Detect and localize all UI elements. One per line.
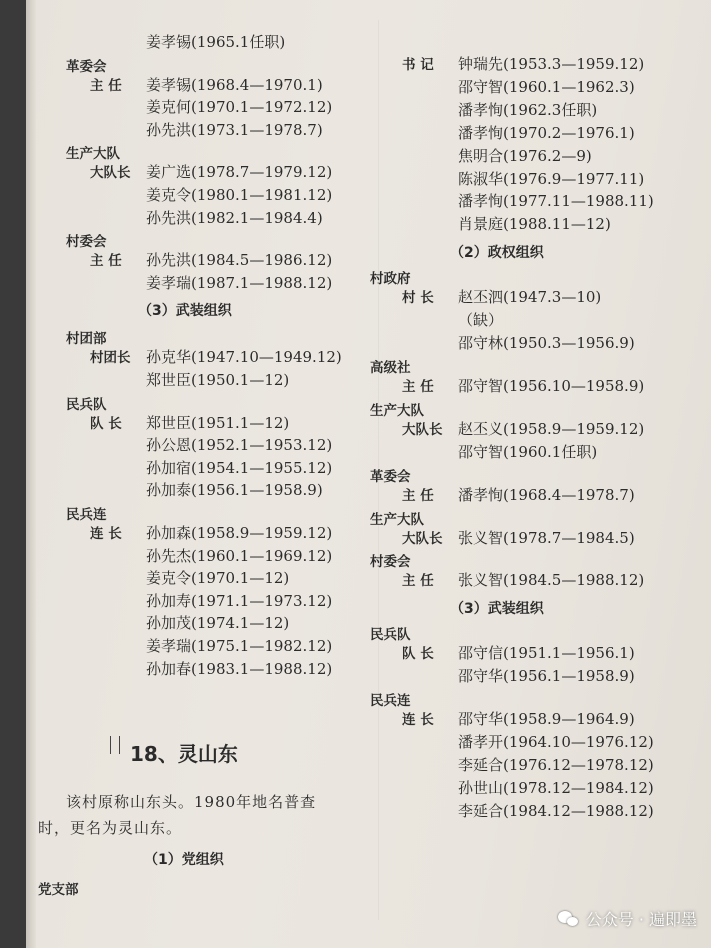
officeholder-entry: 邵守信(1951.1—1956.1) bbox=[458, 644, 635, 663]
org-label: 生产大队 bbox=[66, 146, 120, 163]
officeholder-entry: 姜孝锡(1968.4—1970.1) bbox=[146, 75, 323, 94]
officeholder-entry: 孙先洪(1973.1—1978.7) bbox=[146, 120, 323, 139]
officeholder-entry: 孙加宿(1954.1—1955.12) bbox=[146, 458, 333, 477]
officeholder-entry: 姜孝瑞(1987.1—1988.12) bbox=[146, 273, 333, 292]
role-label: 队 长 bbox=[402, 646, 434, 663]
intro-line-2: 时，更名为灵山东。 bbox=[38, 819, 183, 837]
officeholder-entry: 邵守智(1960.1任职) bbox=[458, 442, 598, 461]
org-label: 民兵队 bbox=[370, 627, 411, 644]
officeholder-entry: 姜克令(1980.1—1981.12) bbox=[146, 186, 333, 204]
role-label: 队 长 bbox=[90, 415, 122, 432]
officeholder-entry: 孙加春(1983.1—1988.12) bbox=[146, 659, 333, 678]
role-label: 大队长 bbox=[402, 530, 443, 547]
officeholder-entry: 姜克令(1970.1—12) bbox=[146, 569, 290, 588]
officeholder-entry: 潘孝恂(1977.11—1988.11) bbox=[458, 192, 654, 211]
role-label: 连 长 bbox=[90, 526, 122, 542]
officeholder-entry: 张义智(1978.7—1984.5) bbox=[458, 528, 635, 547]
officeholder-entry: 焦明合(1976.2—9) bbox=[458, 146, 592, 165]
officeholder-entry: 赵丕泗(1947.3—10) bbox=[458, 288, 602, 307]
org-label: 村政府 bbox=[370, 271, 411, 288]
watermark-text: 公众号 · 遍即墨 bbox=[585, 910, 697, 929]
officeholder-entry: 邵守智(1960.1—1962.3) bbox=[458, 77, 635, 96]
officeholder-entry: 孙加寿(1971.1—1973.12) bbox=[146, 591, 333, 610]
officeholder-entry: 孙加茂(1974.1—12) bbox=[146, 614, 290, 633]
role-label: 大队长 bbox=[90, 165, 131, 182]
org-label: 民兵连 bbox=[370, 693, 411, 710]
officeholder-entry: 邵守华(1956.1—1958.9) bbox=[458, 667, 635, 686]
org-label: 生产大队 bbox=[370, 402, 424, 419]
page-edge-shadow bbox=[26, 0, 36, 948]
role-label: 村 长 bbox=[402, 290, 434, 307]
officeholder-entry: 孙先洪(1984.5—1986.12) bbox=[146, 251, 333, 270]
officeholder-entry: 孙公恩(1952.1—1953.12) bbox=[146, 436, 333, 455]
org-label: 民兵连 bbox=[66, 507, 107, 523]
role-label: 主 任 bbox=[402, 573, 434, 590]
section-heading: （3）武装组织 bbox=[138, 303, 232, 320]
officeholder-entry: （缺） bbox=[458, 311, 504, 330]
org-label: 村委会 bbox=[66, 234, 107, 251]
officeholder-entry: 赵丕义(1958.9—1959.12) bbox=[458, 419, 645, 438]
section-heading: （2）政权组织 bbox=[450, 245, 544, 262]
officeholder-entry: 钟瑞先(1953.3—1959.12) bbox=[458, 55, 645, 73]
village-title: 18、灵山东 bbox=[130, 742, 238, 766]
role-label: 连 长 bbox=[402, 712, 434, 729]
officeholder-entry: 肖景庭(1988.11—12) bbox=[458, 215, 611, 234]
section-heading: （3）武装组织 bbox=[450, 601, 544, 618]
officeholder-entry: 邵守林(1950.3—1956.9) bbox=[458, 334, 635, 352]
officeholder-entry: 李延合(1984.12—1988.12) bbox=[458, 801, 654, 820]
officeholder-entry: 潘孝恂(1962.3任职) bbox=[458, 100, 598, 119]
officeholder-entry: 潘孝恂(1970.2—1976.1) bbox=[458, 123, 635, 142]
intro-line-1: 该村原称山东头。1980年地名普查 bbox=[66, 793, 317, 811]
officeholder-entry: 孙加泰(1956.1—1958.9) bbox=[146, 481, 323, 500]
org-label: 革委会 bbox=[66, 58, 107, 75]
officeholder-entry: 孙先洪(1982.1—1984.4) bbox=[146, 208, 323, 227]
role-label: 主 任 bbox=[402, 487, 434, 504]
org-label: 村委会 bbox=[370, 554, 411, 571]
officeholder-entry: 姜孝锡(1965.1任职) bbox=[146, 33, 286, 51]
officeholder-entry: 邵守华(1958.9—1964.9) bbox=[458, 710, 635, 729]
book-page bbox=[26, 0, 711, 948]
org-label: 民兵队 bbox=[66, 396, 107, 413]
officeholder-entry: 郑世臣(1951.1—12) bbox=[146, 413, 290, 432]
officeholder-entry: 潘孝开(1964.10—1976.12) bbox=[458, 733, 654, 751]
officeholder-entry: 孙先杰(1960.1—1969.12) bbox=[146, 546, 333, 565]
wechat-icon bbox=[558, 910, 580, 928]
org-label: 革委会 bbox=[370, 468, 411, 485]
role-label: 村团长 bbox=[90, 350, 131, 367]
org-label: 村团部 bbox=[66, 331, 107, 348]
officeholder-entry: 李延合(1976.12—1978.12) bbox=[458, 755, 654, 774]
role-label: 书 记 bbox=[402, 57, 434, 73]
officeholder-entry: 邵守智(1956.10—1958.9) bbox=[458, 376, 645, 395]
role-label: 主 任 bbox=[402, 378, 434, 395]
margin-mark bbox=[110, 736, 120, 754]
officeholder-entry: 孙世山(1978.12—1984.12) bbox=[458, 778, 654, 797]
officeholder-entry: 姜孝瑞(1975.1—1982.12) bbox=[146, 637, 333, 655]
officeholder-entry: 张义智(1984.5—1988.12) bbox=[458, 571, 645, 590]
officeholder-entry: 潘孝恂(1968.4—1978.7) bbox=[458, 485, 635, 504]
org-label: 高级社 bbox=[370, 359, 411, 376]
officeholder-entry: 陈淑华(1976.9—1977.11) bbox=[458, 169, 645, 188]
watermark bbox=[558, 907, 697, 930]
officeholder-entry: 姜广选(1978.7—1979.12) bbox=[146, 163, 333, 182]
officeholder-entry: 孙克华(1947.10—1949.12) bbox=[146, 348, 342, 367]
party-section-heading: （1）党组织 bbox=[144, 852, 224, 868]
role-label: 大队长 bbox=[402, 421, 443, 438]
org-label: 生产大队 bbox=[370, 511, 424, 528]
party-branch-label: 党支部 bbox=[38, 882, 79, 898]
role-label: 主 任 bbox=[90, 77, 122, 94]
officeholder-entry: 孙加森(1958.9—1959.12) bbox=[146, 524, 333, 542]
role-label: 主 任 bbox=[90, 253, 122, 270]
officeholder-entry: 姜克何(1970.1—1972.12) bbox=[146, 98, 333, 117]
officeholder-entry: 郑世臣(1950.1—12) bbox=[146, 371, 290, 389]
